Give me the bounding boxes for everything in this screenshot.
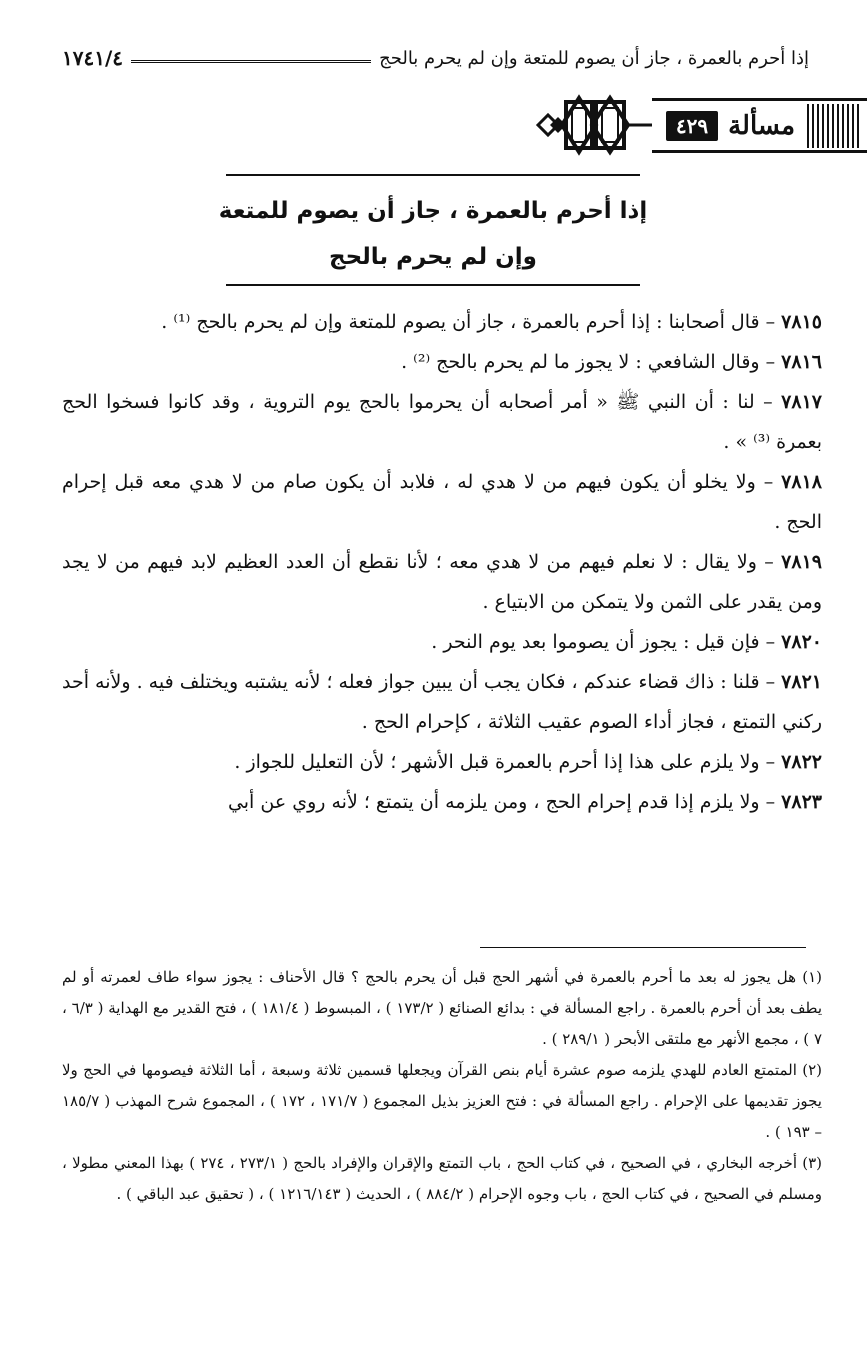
title-bottom-rule [226, 284, 640, 286]
paragraph-text: – قال أصحابنا : إذا أحرم بالعمرة ، جاز أن يصوم للمتعة وإن لم يحرم بالحج ⁽¹⁾ . [161, 311, 782, 333]
paragraph-text: – وقال الشافعي : لا يجوز ما لم يحرم بالحج ⁽²⁾ . [401, 351, 782, 373]
paragraph-number: ٧٨١٨ [781, 471, 822, 493]
paragraph [62, 782, 822, 822]
page-number: ١٧٤١/٤ [62, 46, 124, 70]
paragraph-number: ٧٨١٩ [781, 551, 822, 573]
paragraph [62, 742, 822, 782]
running-header [62, 40, 809, 76]
paragraph-number: ٧٨٢٠ [781, 631, 822, 653]
footnote-2: (٢) المتمتع العادم للهدي يلزمه صوم عشرة أيام بنص القرآن ويجعلها قسمين ثلاثة وسبعة ، أما الثلاثة فيصومها في الحج ولا يجوز تقديمها على الإحرام . راجع المسألة في : فتح العزيز بذيل المجموع ( ١٧١/٧ ، ١٧٢ ) ، المجموع شرح المهذب ( ١٨٥/٧ – ١٩٣ ) . [62, 1061, 822, 1141]
paragraph-text: – ولا يلزم على هذا إذا أحرم بالعمرة قبل الأشهر ؛ لأن التعليل للجواز . [234, 751, 782, 773]
banner-stripes-ornament [807, 104, 861, 148]
paragraph [62, 662, 822, 742]
paragraph-number: ٧٨٢١ [781, 671, 822, 693]
interlace-ornament-icon [534, 94, 652, 156]
title-top-rule [226, 174, 640, 176]
paragraph-text: – ولا يقال : لا نعلم فيهم من لا هدي معه ؛ لأنا نقطع أن العدد العظيم لابد فيهم من لا يجد ومن يقدر على الثمن ولا يتمكن من الابتياع . [62, 551, 822, 613]
title-line-2: وإن لم يحرم بالحج [329, 244, 537, 270]
paragraph [62, 342, 822, 382]
paragraph-text: – فإن قيل : يجوز أن يصوموا بعد يوم النحر . [431, 631, 782, 653]
paragraph-number: ٧٨١٦ [781, 351, 822, 373]
masala-label: مسألة [728, 110, 795, 141]
paragraph [62, 302, 822, 342]
paragraph-text: – قلنا : ذاك قضاء عندكم ، فكان يجب أن يبين جواز فعله ؛ لأنه يشتبه ويختلف فيه . ولأنه أحد ركني التمتع ، فجاز أداء الصوم عقيب الثلاثة ، كإحرام الحج . [62, 671, 822, 733]
header-double-rule [131, 60, 371, 63]
paragraph-text: – ولا يلزم إذا قدم إحرام الحج ، ومن يلزمه أن يتمتع ؛ لأنه روي عن أبي [227, 791, 782, 813]
footnotes [62, 962, 822, 1210]
section-title [200, 188, 666, 280]
footnote-3: (٣) أخرجه البخاري ، في الصحيح ، في كتاب الحج ، باب التمتع والإقران والإفراد بالحج ( ٢٧٣/١ ، ٢٧٤ ) بهذا المعني مطولا ، ومسلم في الصحيح ، في كتاب الحج ، باب وجوه الإحرام ( ٨٨٤/٢ ) ، الحديث ( ١٢١٦/١٤٣ ) ، ( تحقيق عبد الباقي ) . [62, 1154, 822, 1203]
paragraph-text: – ولا يخلو أن يكون فيهم من لا هدي له ، فلابد أن يكون صام من لا هدي معه قبل إحرام الحج . [62, 471, 822, 533]
paragraph [62, 462, 822, 542]
title-line-1: إذا أحرم بالعمرة ، جاز أن يصوم للمتعة [218, 198, 648, 224]
paragraph-text: – لنا : أن النبي ﷺ « أمر أصحابه أن يحرموا بالحج يوم التروية ، وقد كانوا فسخوا الحج بعمرة ⁽³⁾ » . [62, 391, 822, 453]
masala-number: ٤٢٩ [666, 111, 718, 141]
paragraph [62, 382, 822, 462]
paragraph-number: ٧٨٢٢ [781, 751, 822, 773]
footnote-1: (١) هل يجوز له بعد ما أحرم بالعمرة في أشهر الحج قبل أن يحرم بالحج ؟ قال الأحناف : يجوز سواء طاف لعمرته أو لم يطف بعد أن أحرم بالعمرة . راجع المسألة في : بدائع الصنائع ( ١٧٣/٢ ) ، المبسوط ( ١٨١/٤ ) ، فتح القدير مع الهداية ( ٦/٣ ، ٧ ) ، مجمع الأنهر مع ملتقى الأبحر ( ٢٨٩/١ ) . [62, 968, 823, 1048]
body-text [62, 302, 822, 822]
running-title: إذا أحرم بالعمرة ، جاز أن يصوم للمتعة وإن لم يحرم بالحج [379, 47, 809, 69]
paragraph-number: ٧٨١٥ [781, 311, 822, 333]
footnote-separator [480, 947, 806, 948]
paragraph [62, 622, 822, 662]
paragraph-number: ٧٨١٧ [781, 391, 822, 413]
paragraph [62, 542, 822, 622]
paragraph-number: ٧٨٢٣ [781, 791, 822, 813]
